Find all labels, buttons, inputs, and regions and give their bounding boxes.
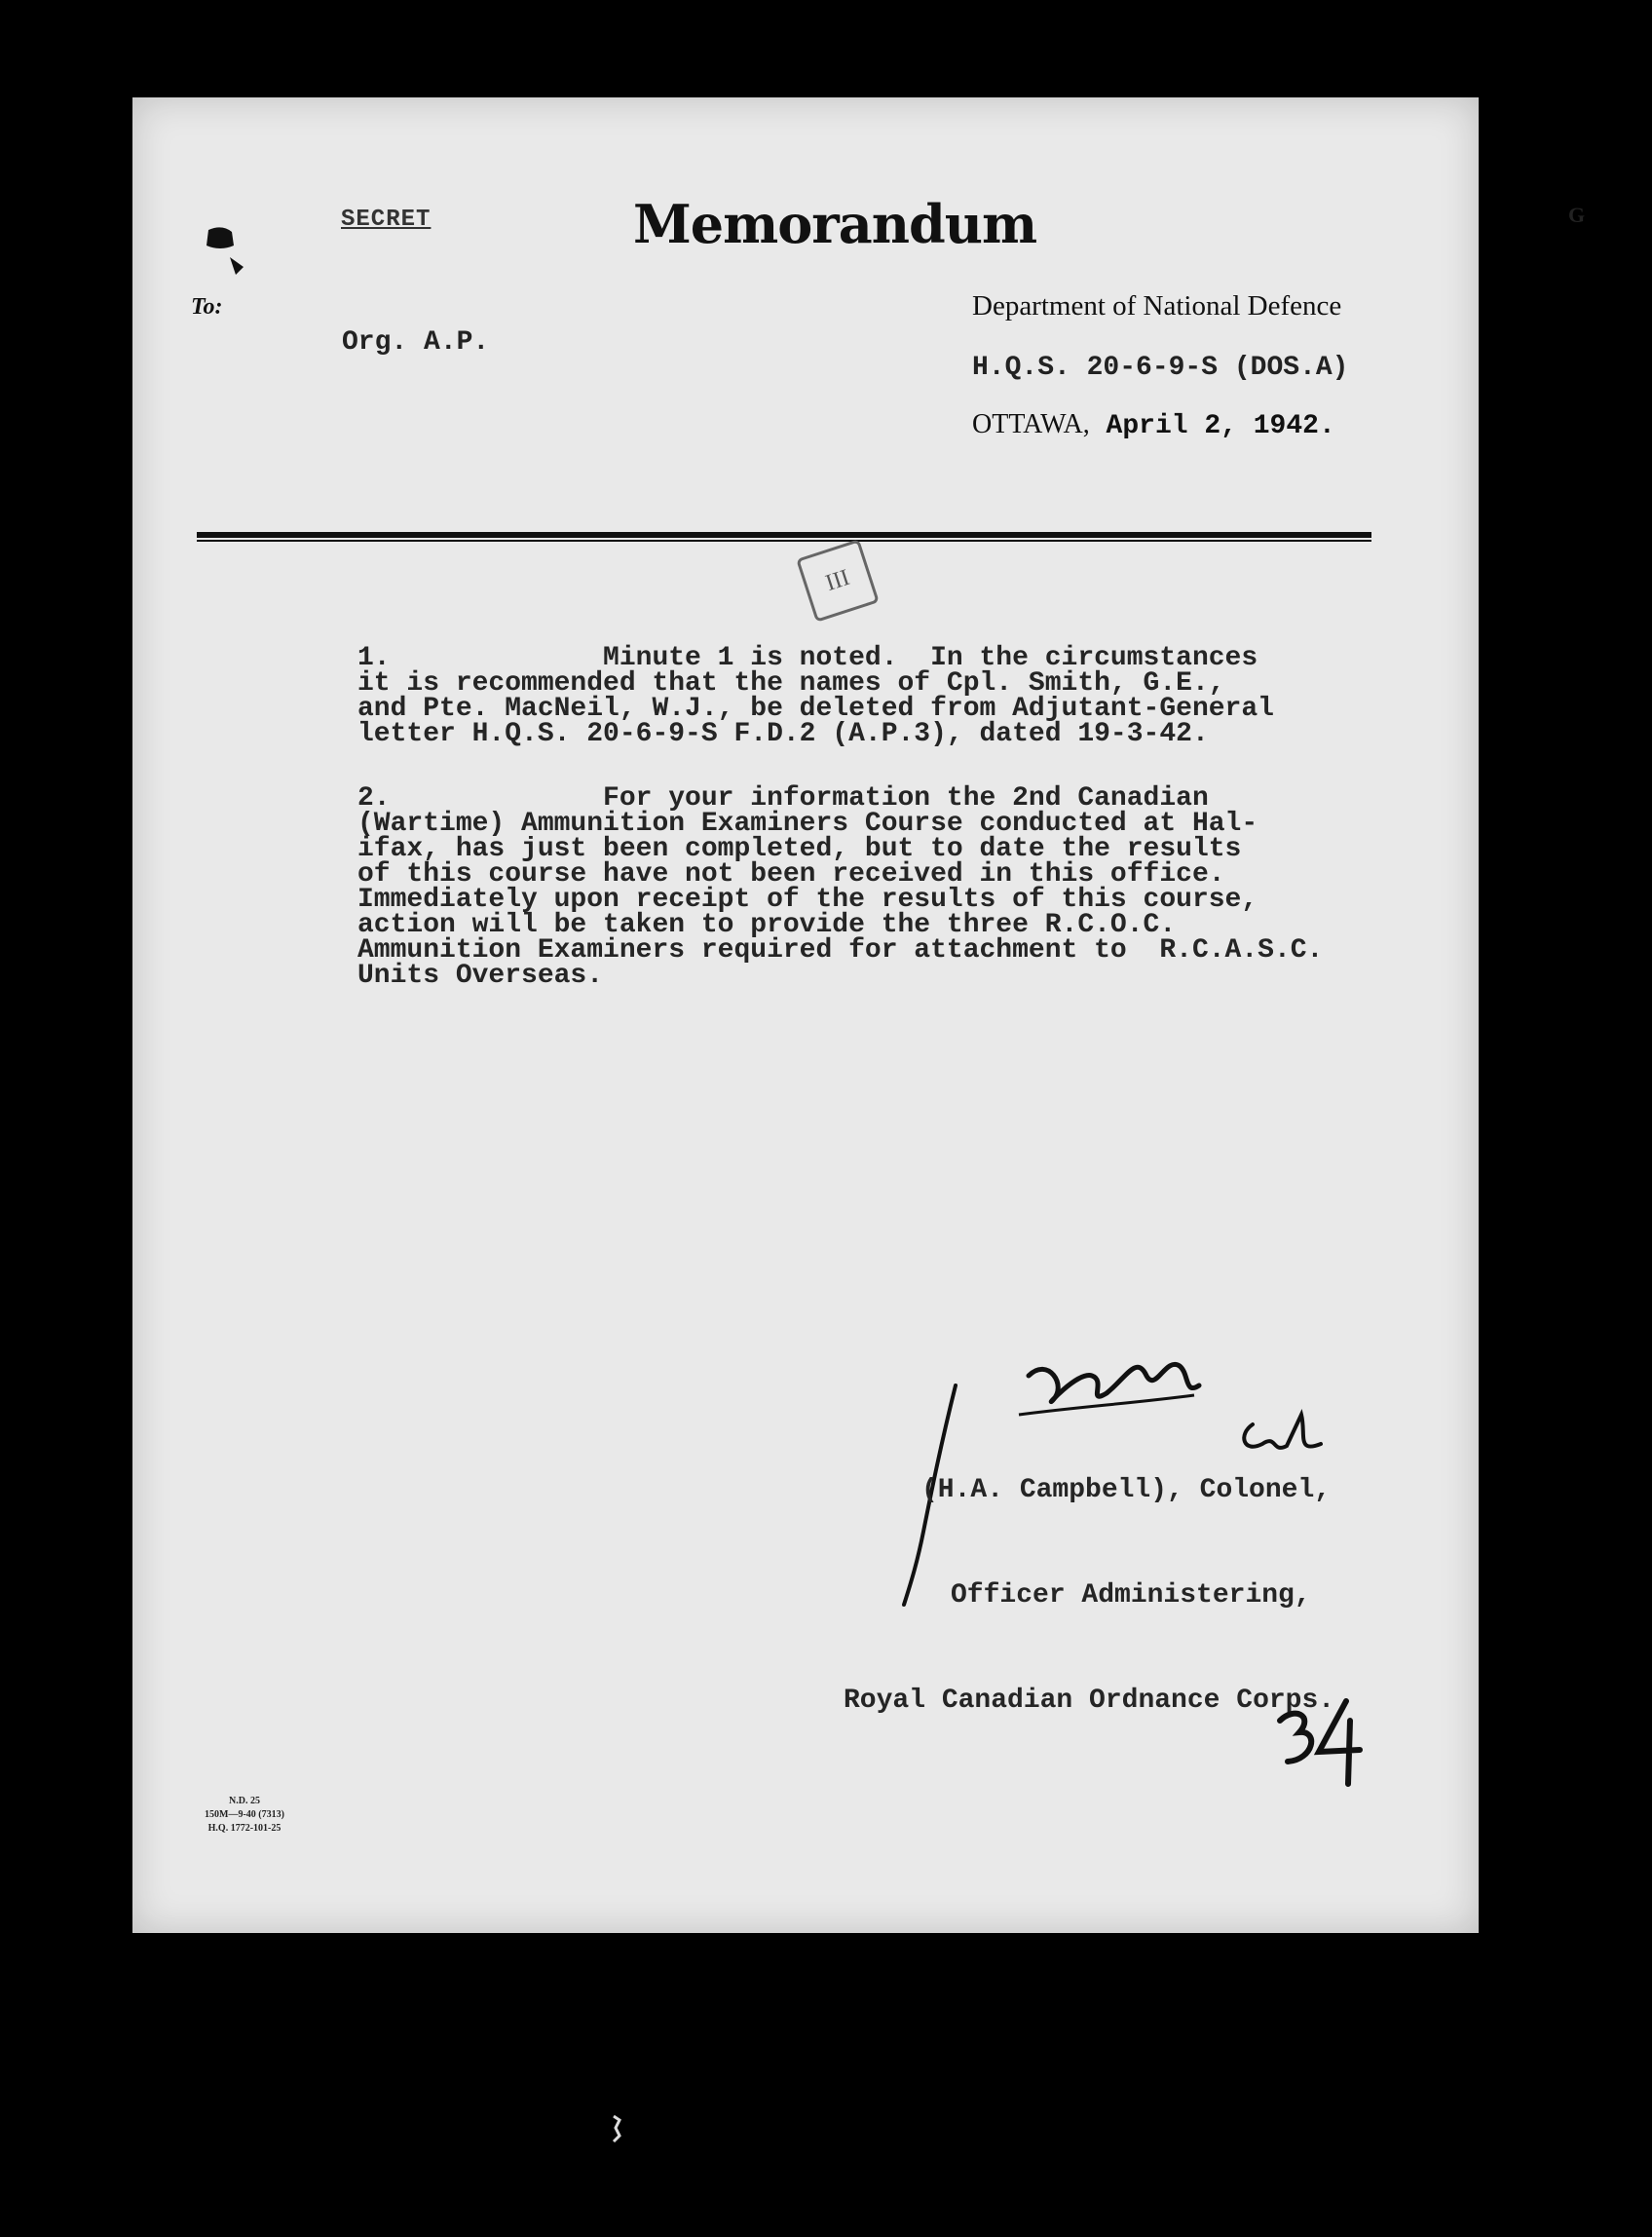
paragraph-1: 1. Minute 1 is noted. In the circumstances it is recommended that the names of Cpl. Smith, G.E., and Pte. MacNeil, W.J., be deleted from Adjutant-General letter H.Q.S. 20-6-9-S F.D.2 (A.P.3), dated 19-3-42. xyxy=(357,643,1274,749)
signatory-title: Officer Administering, xyxy=(951,1580,1311,1611)
place: OTTAWA, xyxy=(972,409,1090,439)
signatory-unit: Royal Canadian Ordnance Corps. xyxy=(844,1686,1335,1716)
header-rule xyxy=(197,532,1371,542)
form-number-line-1: N.D. 25 xyxy=(229,1796,260,1806)
ink-blot-mark xyxy=(201,224,249,279)
signatory-name: (H.A. Campbell), Colonel, xyxy=(921,1475,1332,1505)
file-reference: H.Q.S. 20-6-9-S (DOS.A) xyxy=(972,353,1349,383)
paragraph-2: 2. For your information the 2nd Canadian (Wartime) Ammunition Examiners Course conducted at Hal- ifax, has just been completed, but to date the results of this course have not been received in this office. Immediately upon receipt of the results of this course, action will be taken to provide the three R.C.O.C. Ammunition Examiners required for attachment to R.C.A.S.C. Units Overseas. xyxy=(357,783,1324,991)
stamp-mark: III xyxy=(796,539,880,623)
memo-sheet xyxy=(132,97,1586,1933)
corner-mark: G xyxy=(1568,203,1586,227)
memo-date: April 2, 1942. xyxy=(1106,411,1335,441)
dust-speck xyxy=(610,2114,623,2143)
department-name: Department of National Defence xyxy=(972,290,1342,322)
handwritten-page-number xyxy=(1270,1691,1387,1789)
form-number-line-2: 150M—9-40 (7313) xyxy=(205,1809,284,1820)
memo-body xyxy=(357,643,1458,1028)
signature-block xyxy=(658,1403,1334,1789)
form-number xyxy=(191,1795,298,1836)
form-number-line-3: H.Q. 1772-101-25 xyxy=(207,1823,282,1834)
place-date xyxy=(972,409,1335,441)
memo-heading: Memorandum xyxy=(633,193,1037,255)
to-label: To: xyxy=(191,294,223,320)
addressee: Org. A.P. xyxy=(342,327,490,358)
classification-label: SECRET xyxy=(341,207,432,233)
